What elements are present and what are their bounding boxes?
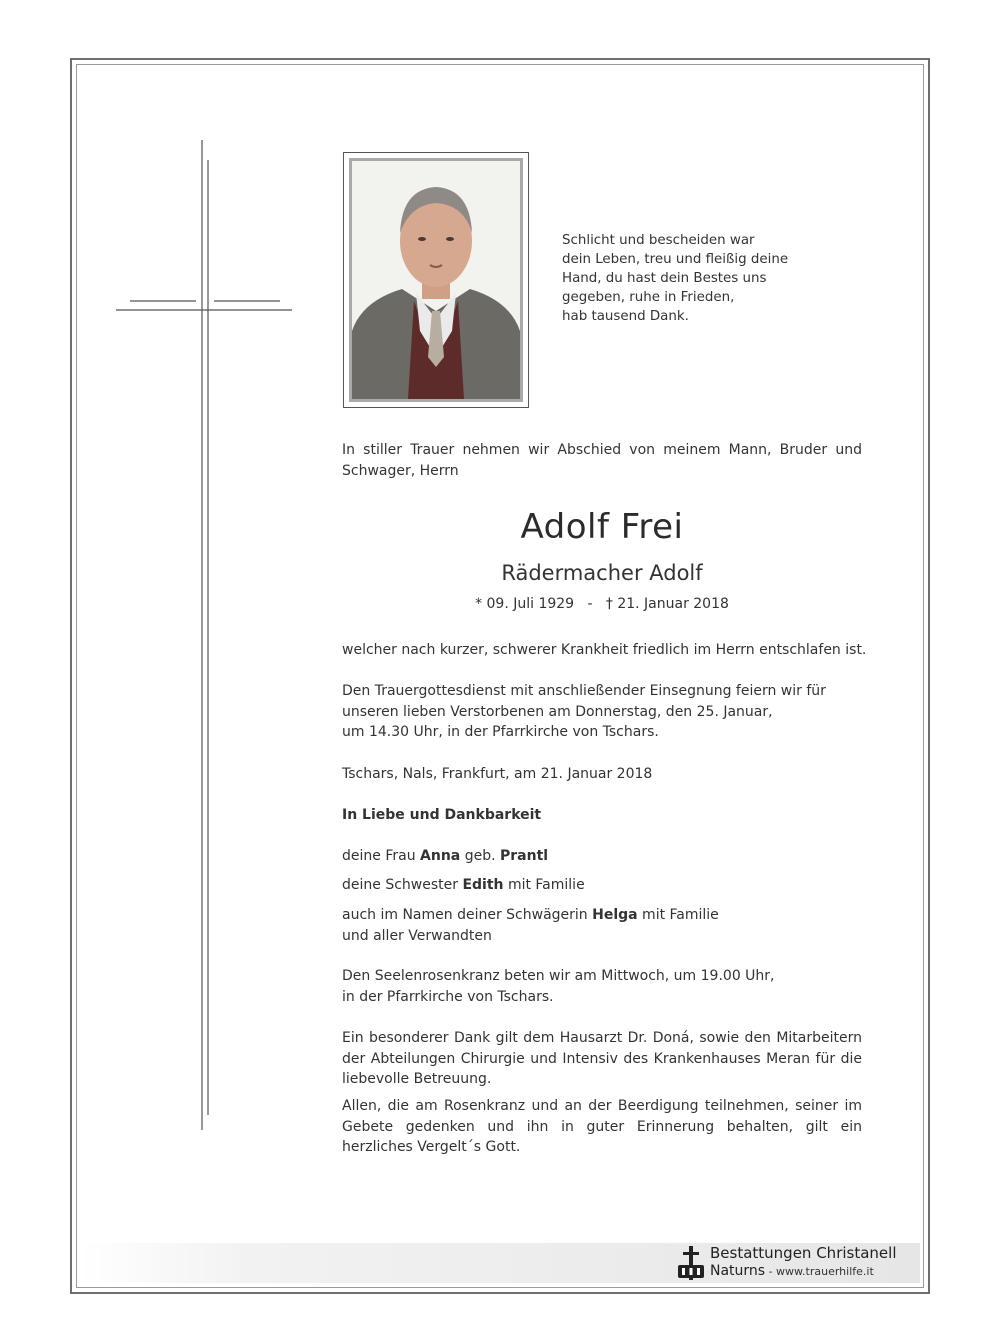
thanks-text-2: Allen, die am Rosenkranz und an der Beerdigung teilnehmen, seiner im Gebete gedenken und ihn in guter Erinnerung behalten, gilt ein herzliches Vergelt´s Gott. xyxy=(342,1098,862,1155)
poem-line: Hand, du hast dein Bestes uns xyxy=(562,271,767,286)
poem xyxy=(562,231,802,326)
death-line: welcher nach kurzer, schwerer Krankheit friedlich im Herrn entschlafen ist. xyxy=(342,642,867,658)
mourner-prefix: deine Schwester xyxy=(342,877,463,893)
date-separator: - xyxy=(587,596,593,612)
deceased-alias: Rädermacher Adolf xyxy=(501,561,703,585)
mourner-name: Edith xyxy=(462,877,504,893)
mourner-maiden-name: Prantl xyxy=(500,848,549,864)
service-info xyxy=(342,681,862,743)
poem-line: Schlicht und bescheiden war xyxy=(562,233,755,248)
poem-line: hab tausend Dank. xyxy=(562,309,689,324)
mourner-relatives: und aller Verwandten xyxy=(342,927,492,944)
rosary-line: Den Seelenrosenkranz beten wir am Mittwoch, um 19.00 Uhr, xyxy=(342,968,775,984)
portrait-frame xyxy=(343,152,529,408)
cross-icon xyxy=(116,140,292,1130)
place-date: Tschars, Nals, Frankfurt, am 21. Januar 2018 xyxy=(342,766,653,782)
mourner-prefix: deine Frau xyxy=(342,848,421,864)
deceased-name: Adolf Frei xyxy=(520,507,684,547)
mourner-sister-in-law xyxy=(342,905,862,946)
rosary-line: in der Pfarrkirche von Tschars. xyxy=(342,988,554,1005)
funeral-home-location xyxy=(710,1263,874,1279)
portrait-photo xyxy=(349,158,523,402)
poem-line: gegeben, ruhe in Frieden, xyxy=(562,290,735,305)
mourner-suffix: mit Familie xyxy=(503,877,585,893)
mourner-prefix: auch im Namen deiner Schwägerin xyxy=(342,907,593,923)
thanks-text: Ein besonderer Dank gilt dem Hausarzt Dr. Doná, sowie den Mitarbeitern der Abteilungen Chirurgie und Intensiv des Krankenhauses Meran für die liebevolle Betreuung. xyxy=(342,1030,862,1087)
mourner-sister xyxy=(342,875,862,896)
death-date: † 21. Januar 2018 xyxy=(605,596,729,612)
rosary-info xyxy=(342,966,862,1007)
service-line: um 14.30 Uhr, in der Pfarrkirche von Tschars. xyxy=(342,724,659,740)
mourner-name: Helga xyxy=(592,907,638,923)
funeral-home-logo-icon xyxy=(676,1245,706,1281)
funeral-home-website[interactable]: - www.trauerhilfe.it xyxy=(765,1265,874,1278)
poem-line: dein Leben, treu und fleißig deine xyxy=(562,252,789,267)
mourner-name: Anna xyxy=(420,848,461,864)
service-line: unseren lieben Verstorbenen am Donnerstag, den 25. Januar, xyxy=(342,703,773,720)
life-dates xyxy=(342,596,862,612)
funeral-home-name: Bestattungen Christanell xyxy=(710,1244,897,1262)
mourner-suffix: mit Familie xyxy=(637,907,719,923)
funeral-home-town: Naturns xyxy=(710,1263,766,1279)
intro-text: In stiller Trauer nehmen wir Abschied von meinem Mann, Bruder und Schwager, Herrn xyxy=(342,442,862,479)
closing-line: In Liebe und Dankbarkeit xyxy=(342,807,542,823)
mourner-wife xyxy=(342,846,862,867)
mourner-mid: geb. xyxy=(460,848,500,864)
birth-date: * 09. Juli 1929 xyxy=(475,596,575,612)
service-line: Den Trauergottesdienst mit anschließender Einsegnung feiern wir für xyxy=(342,683,826,699)
